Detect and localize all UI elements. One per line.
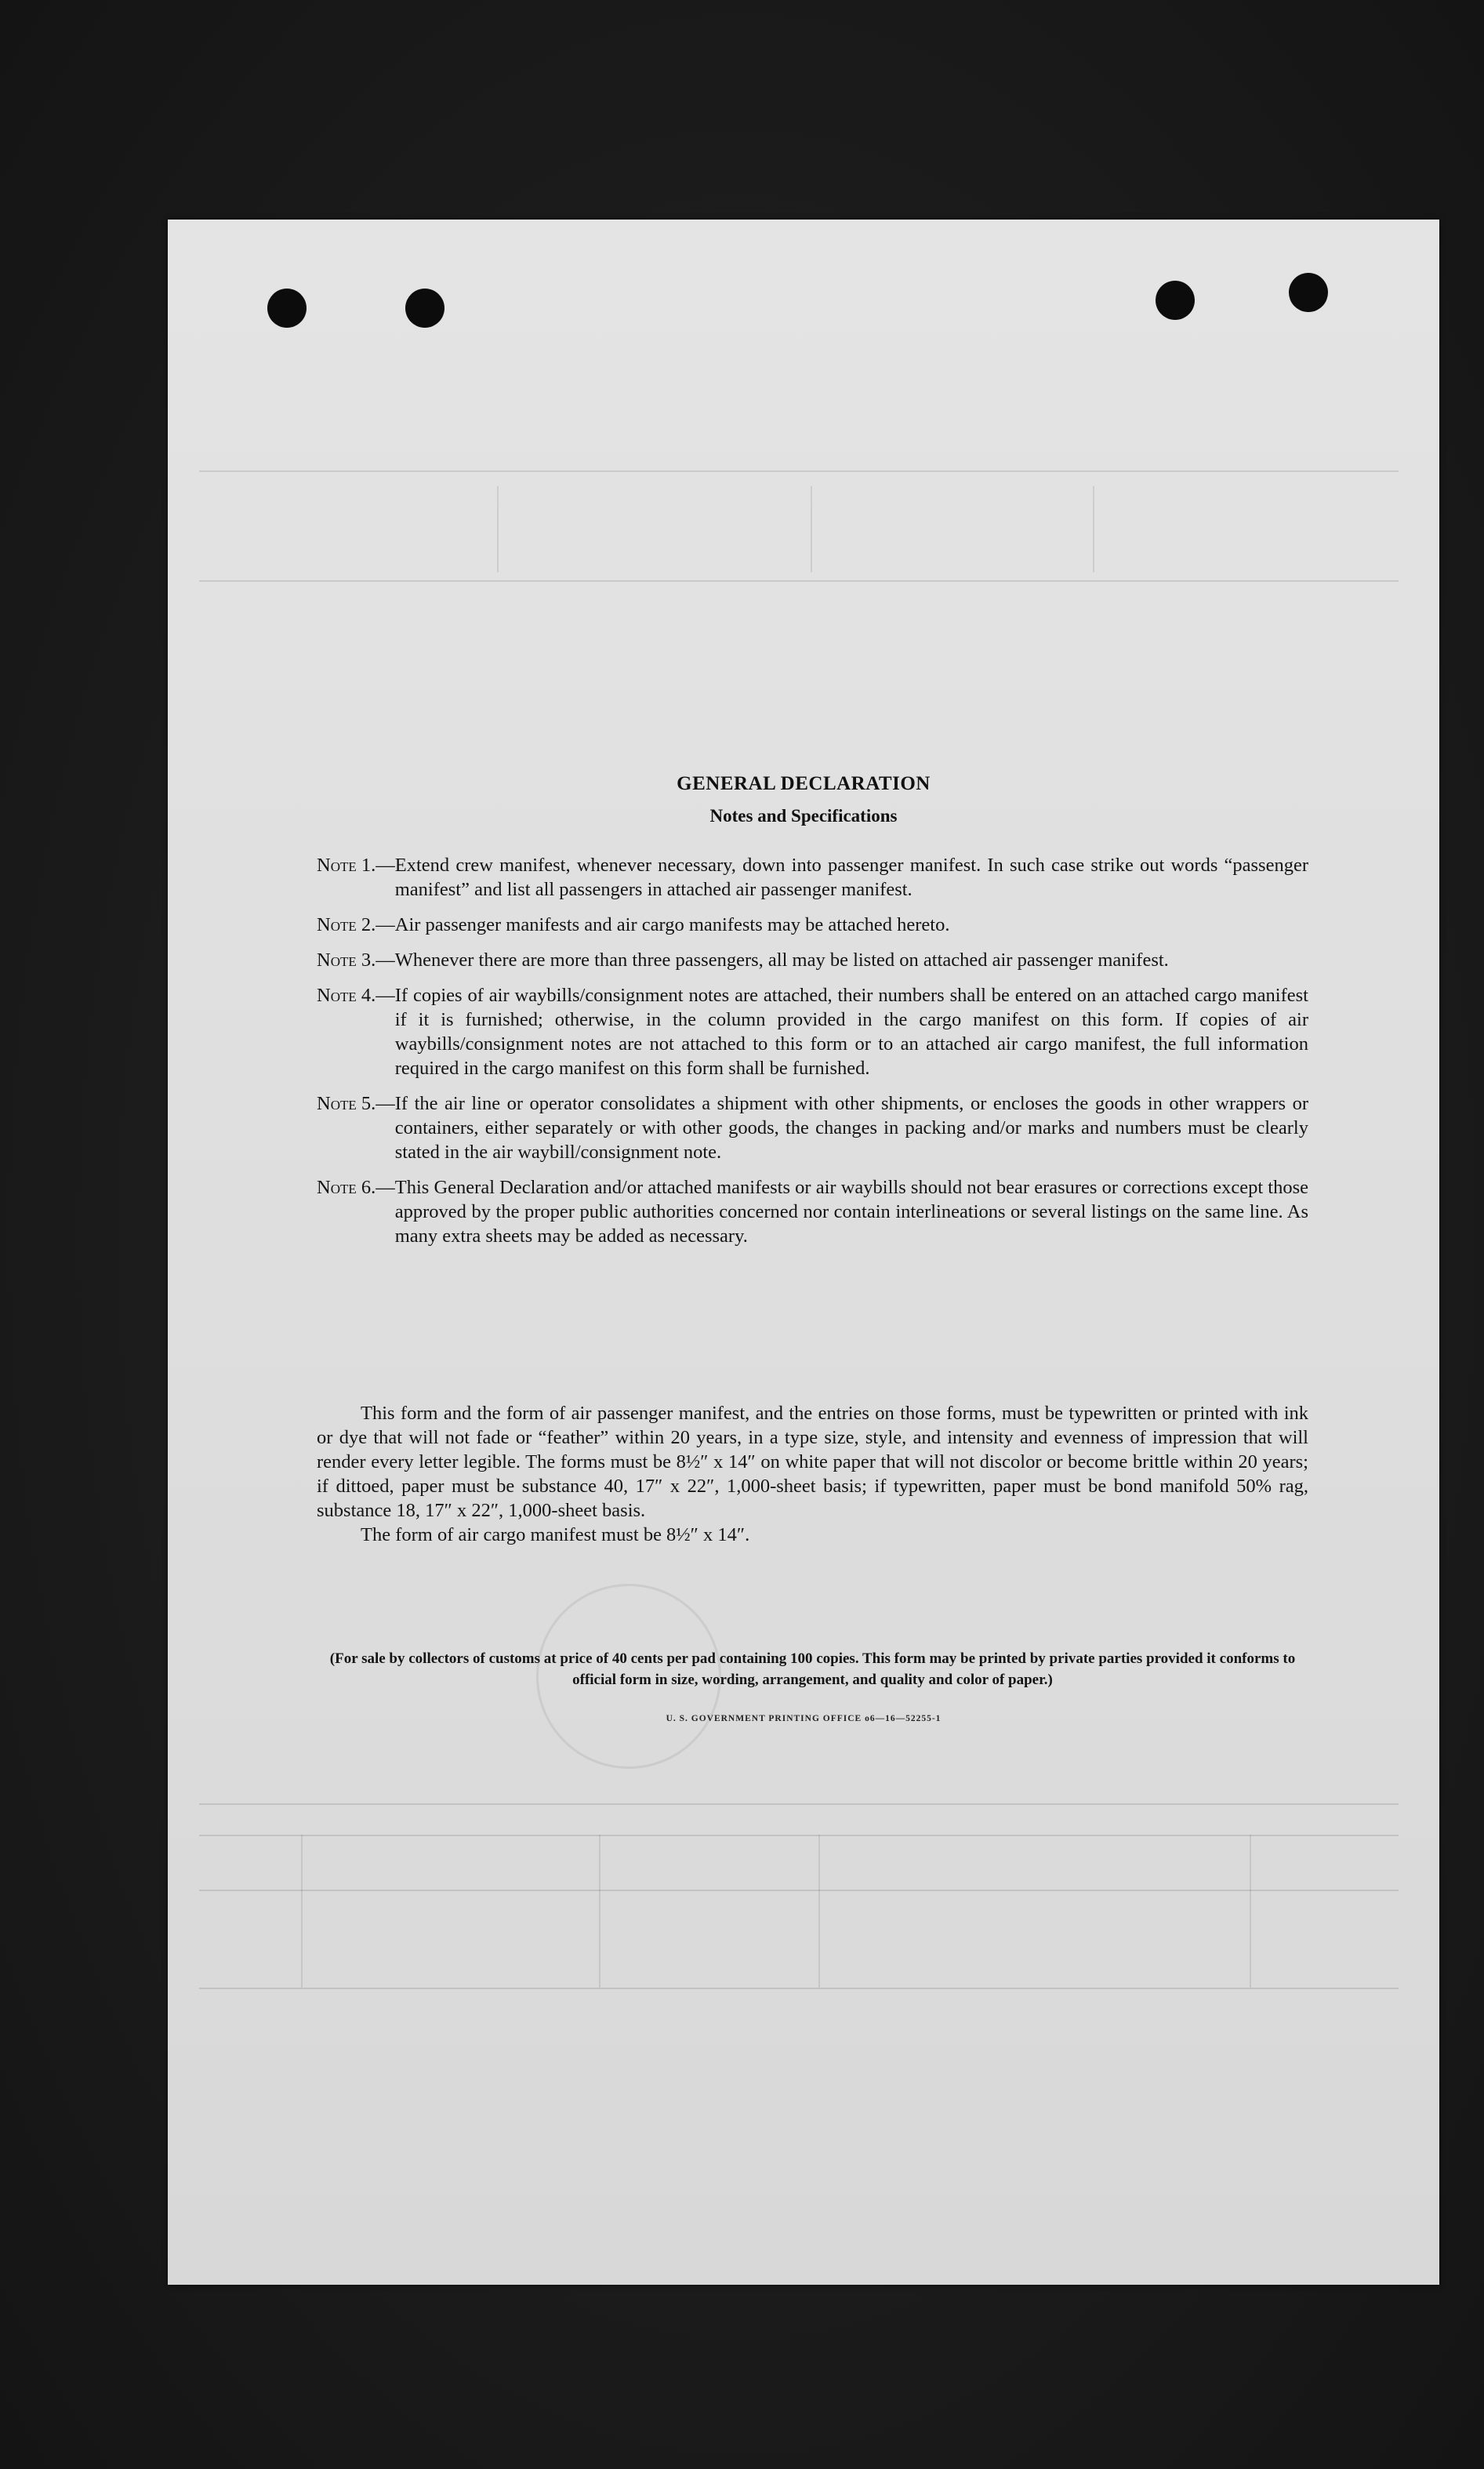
note-item (317, 983, 1308, 1080)
note-text: Extend crew manifest, whenever necessary, down into passenger manifest. In such case strike out words “passenger manifest” and list all passengers in attached air passenger manifest. (394, 855, 1308, 900)
note-item (317, 913, 1308, 937)
specification-paragraph: The form of air cargo manifest must be 8½″ x 14″. (361, 1524, 750, 1545)
note-text: This General Declaration and/or attached manifests or air waybills should not bear erasures or corrections except those approved by the proper public authorities concerned nor contain interlineations or several listings on the same line. As many extra sheets may be added as necessary. (394, 1177, 1308, 1247)
notes-list (317, 853, 1308, 1259)
note-item (317, 948, 1308, 972)
note-item (317, 853, 1308, 902)
note-text: If copies of air waybills/consignment notes are attached, their numbers shall be entered on an attached cargo manifest if it is furnished; otherwise, in the column provided in the cargo manifest on this form. If copies of air waybills/consignment notes are not attached to this form or to an attached air cargo manifest, the full information required in the cargo manifest on this form shall be furnished. (394, 985, 1308, 1079)
bleed-through-rule (199, 1890, 1399, 1891)
punch-hole (1156, 281, 1195, 320)
bleed-through-rule (818, 1835, 820, 1988)
note-item (317, 1175, 1308, 1248)
bleed-through-rule (599, 1835, 600, 1988)
note-label: Note 6.— (317, 1177, 395, 1198)
bleed-through-rule (199, 580, 1399, 582)
note-text: Whenever there are more than three passengers, all may be listed on attached air passenger manifest. (394, 949, 1169, 971)
punch-hole (267, 289, 307, 328)
note-text: If the air line or operator consolidates a shipment with other shipments, or encloses the goods in other wrappers or containers, either separately or with other goods, the changes in packing and/or marks and numbers must be clearly stated in the air waybill/consignment note. (394, 1093, 1308, 1163)
note-item (317, 1091, 1308, 1164)
note-label: Note 4.— (317, 985, 395, 1006)
bleed-through-rule (199, 1835, 1399, 1836)
bleed-through-rule (199, 1803, 1399, 1805)
specification-paragraphs (317, 1401, 1308, 1547)
bleed-through-rule (199, 470, 1399, 472)
bleed-through-rule (1093, 486, 1094, 572)
specification-paragraph: This form and the form of air passenger manifest, and the entries on those forms, must be typewritten or printed with ink or dye that will not fade or “feather” within 20 years, in a type size, style, and intensity and evenness of impression that will render every letter legible. The forms must be 8½″ x 14″ on white paper that will not discolor or become brittle within 20 years; if dittoed, paper must be substance 40, 17″ x 22″, 1,000-sheet basis; if typewritten, paper must be bond manifold 50% rag, substance 18, 17″ x 22″, 1,000-sheet basis. (317, 1403, 1308, 1521)
bleed-through-rule (1250, 1835, 1251, 1988)
punch-hole (405, 289, 444, 328)
declaration-title: GENERAL DECLARATION (677, 773, 931, 794)
note-text: Air passenger manifests and air cargo manifests may be attached hereto. (394, 914, 950, 935)
note-label: Note 2.— (317, 914, 395, 935)
bleed-through-rule (497, 486, 499, 572)
punch-hole (1289, 273, 1328, 312)
printing-office-imprint: U. S. GOVERNMENT PRINTING OFFICE o6—16—52255-1 (666, 1714, 942, 1723)
note-label: Note 3.— (317, 949, 395, 971)
bleed-through-rule (301, 1835, 303, 1988)
document-page (168, 220, 1439, 2285)
bleed-through-rule (199, 1988, 1399, 1989)
note-label: Note 5.— (317, 1093, 395, 1114)
declaration-subtitle: Notes and Specifications (709, 806, 898, 826)
bleed-through-rule (811, 486, 812, 572)
sale-note: (For sale by collectors of customs at price of 40 cents per pad containing 100 copies. This form may be printed by private parties provided it conforms to official form in size, wording, arrangement, and quality and color of paper.) (329, 1650, 1296, 1688)
note-label: Note 1.— (317, 855, 395, 876)
